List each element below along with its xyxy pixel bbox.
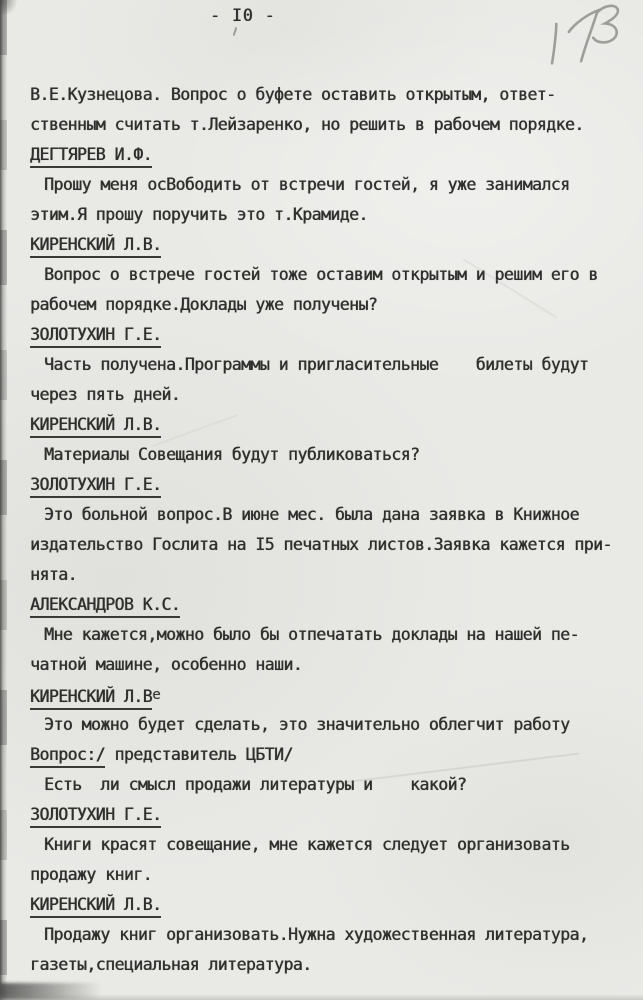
speaker-line (30, 804, 631, 834)
text-line: газеты,специальная литература. (30, 955, 312, 974)
text-line: Прошу меня осВободить от встречи гостей, я уже занимался (44, 175, 570, 194)
speaker-line (30, 324, 631, 354)
text-line: Продажу книг организовать.Нужна художественная литература, (44, 925, 589, 944)
speaker-line (30, 144, 631, 174)
text-line: Мне кажется,можно было бы отпечатать доклады на нашей пе- (44, 625, 579, 644)
question-label: Вопрос:/ (30, 745, 105, 768)
document-body (30, 84, 631, 984)
text-line: Вопрос о встрече гостей тоже оставим открытым и решим его в (44, 265, 598, 284)
speaker-line (30, 414, 631, 444)
text-line: продажу книг. (30, 865, 152, 884)
text-line: Материалы Совещания будут публиковаться? (44, 445, 420, 464)
pencil-tick-mark (233, 27, 238, 36)
speaker-name: КИРЕНСКИЙ Л.В. (30, 415, 161, 438)
speaker-name: КИРЕНСКИЙ Л.В. (30, 235, 161, 258)
text-line: Книги красят совещание, мне кажется следует организовать (44, 835, 570, 854)
speaker-name: ДЕГТЯРЕВ И.Ф. (30, 145, 152, 168)
handwritten-page-number (536, 2, 638, 72)
text-line: издательство Гослита на I5 печатных листов.Заявка кажется при- (30, 535, 612, 554)
scan-corner-top-left (0, 0, 20, 14)
text-line: чатной машине, особенно наши. (30, 655, 303, 674)
text-line: нята. (30, 565, 77, 584)
question-heading-line (30, 744, 631, 774)
text-line: Это можно будет сделать, это значительно облегчит работу (44, 715, 570, 734)
question-source: представитель ЦБТИ/ (105, 745, 293, 764)
text-line: Это больной вопрос.В июне мес. была дана заявка в Книжное (44, 505, 579, 524)
page-number: - I0 - (210, 6, 276, 25)
speaker-name: ЗОЛОТУХИН Г.Е. (30, 475, 161, 498)
speaker-name: КИРЕНСКИЙ Л.В. (30, 895, 161, 918)
speaker-line (30, 234, 631, 264)
scan-edge-bottom (0, 994, 643, 1000)
text-line: этим.Я прошу поручить это т.Крамиде. (30, 205, 368, 224)
text-line: рабочем порядке.Доклады уже получены? (30, 295, 378, 314)
speaker-name: ЗОЛОТУХИН Г.Е. (30, 805, 161, 828)
text-line: ственным считать т.Лейзаренко, но решить в рабочем порядке. (30, 115, 584, 134)
speaker-name: ЗОЛОТУХИН Г.Е. (30, 325, 161, 348)
scan-edge-left (0, 0, 7, 1000)
text-line: Часть получена.Программы и пригласительные билеты будут (44, 355, 589, 374)
text-line: через пять дней. (30, 385, 181, 404)
speaker-line (30, 894, 631, 924)
speaker-line (30, 594, 631, 624)
speaker-name: КИРЕНСКИЙ Л.В (30, 687, 152, 710)
speaker-line (30, 474, 631, 504)
text-line: В.Е.Кузнецова. Вопрос о буфете оставить открытым, ответ- (30, 85, 556, 104)
speaker-name: АЛЕКСАНДРОВ К.С. (30, 595, 180, 618)
speaker-line (30, 684, 631, 714)
typo-suffix: е (152, 687, 160, 703)
text-line: Есть ли смысл продажи литературы и какой? (44, 775, 467, 794)
